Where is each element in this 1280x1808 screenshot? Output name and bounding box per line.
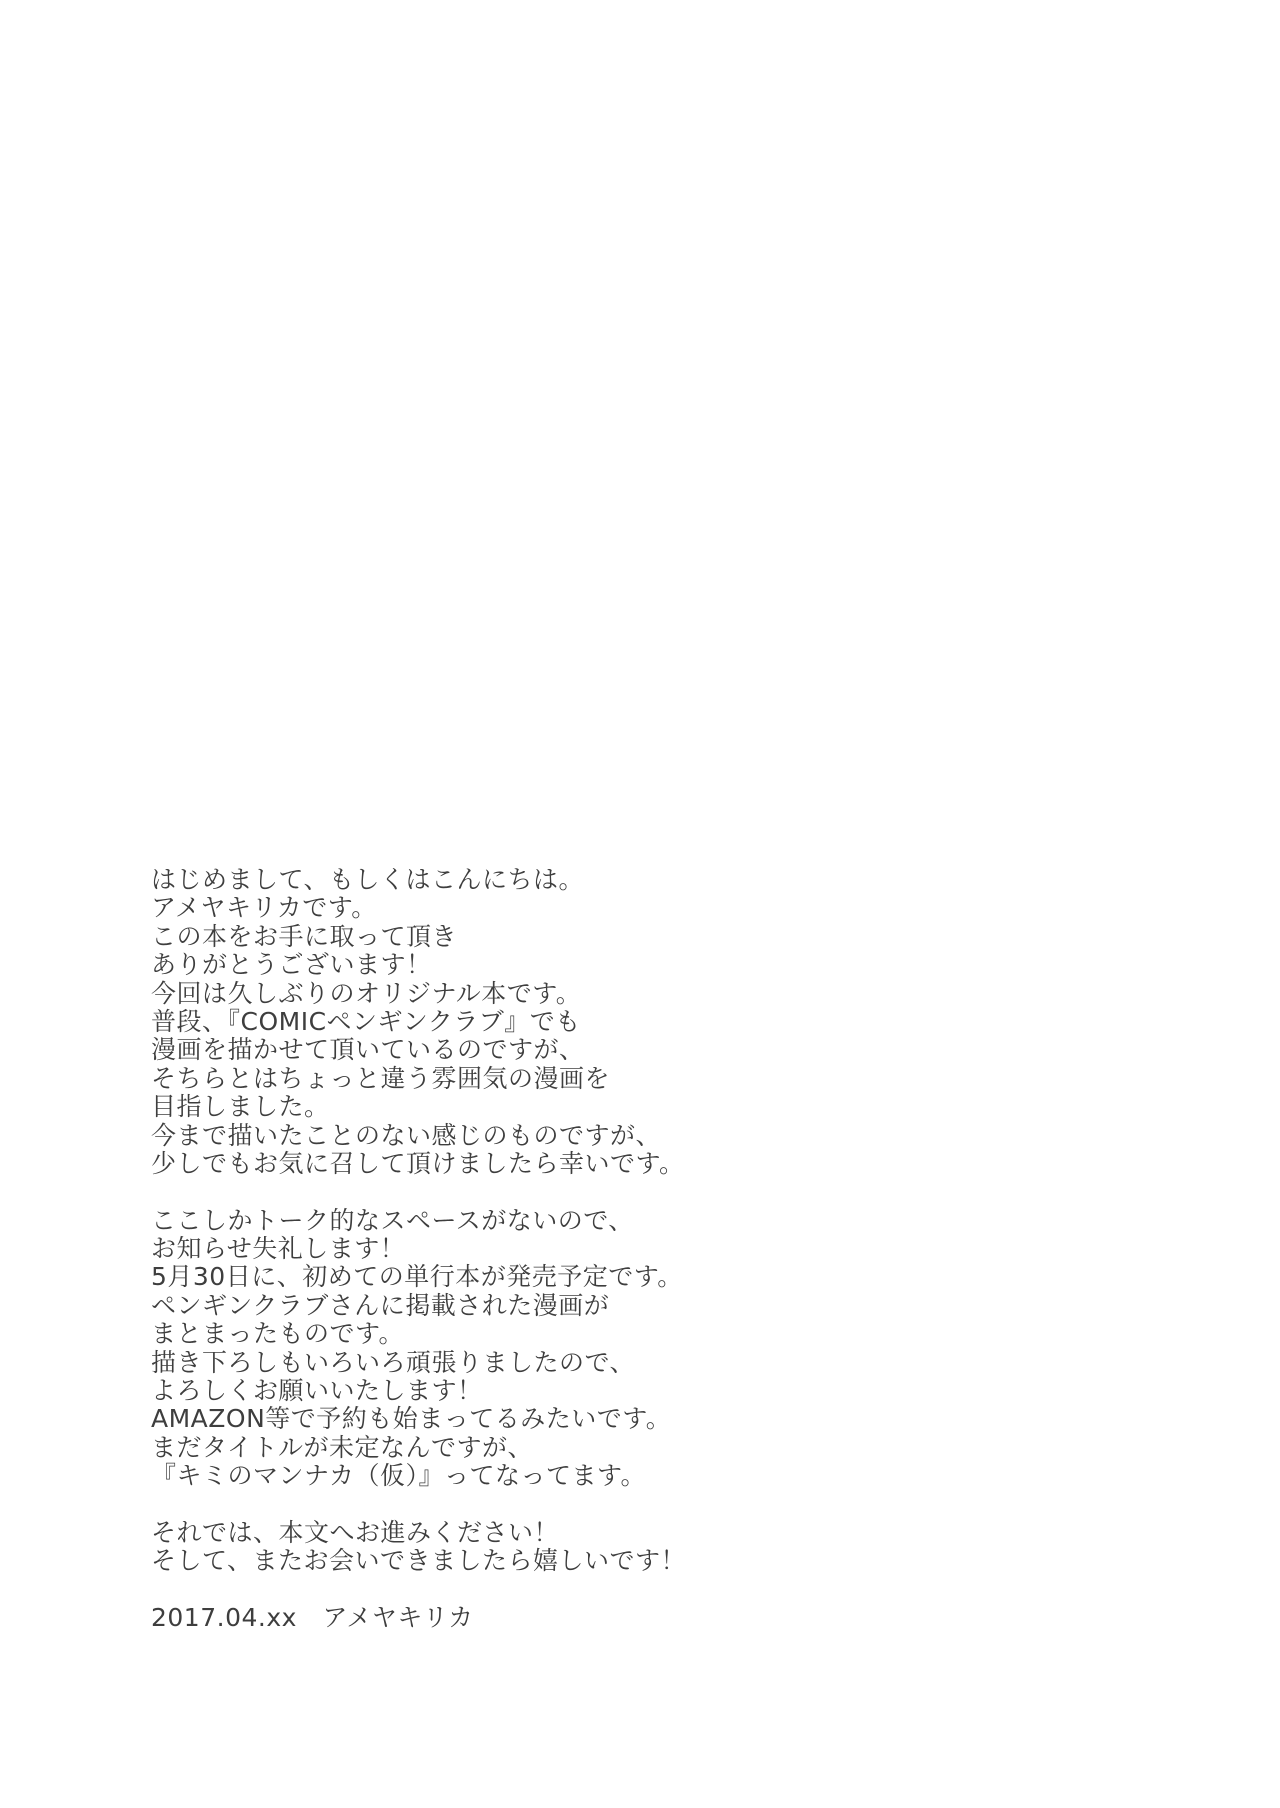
paragraph-announcement	[151, 1207, 1131, 1491]
text-line: この本をお手に取って頂き	[151, 921, 458, 951]
text-line: 普段、『COMICペンギンクラブ』でも	[151, 1006, 581, 1036]
paragraph-closing	[151, 1519, 1131, 1576]
text-line: ありがとうございます！	[151, 950, 432, 980]
signature-line: 2017.04.xx アメヤキリカ	[151, 1603, 474, 1633]
text-line: そして、またお会いできましたら嬉しいです！	[151, 1546, 687, 1576]
text-line: 今回は久しぶりのオリジナル本です。	[151, 978, 582, 1008]
text-line: よろしくお願いいたします！	[151, 1376, 483, 1406]
text-line: 描き下ろしもいろいろ頑張りましたので、	[151, 1347, 636, 1377]
text-line: お知らせ失礼します！	[151, 1234, 406, 1264]
text-line: アメヤキリカです。	[151, 893, 377, 923]
text-line: AMAZON等で予約も始まってるみたいです。	[151, 1404, 672, 1434]
text-line: まだタイトルが未定なんですが、	[151, 1432, 534, 1462]
text-line: そちらとはちょっと違う雰囲気の漫画を	[151, 1063, 611, 1093]
text-line: ペンギンクラブさんに掲載された漫画が	[151, 1290, 610, 1320]
text-line: 漫画を描かせて頂いているのですが、	[151, 1035, 585, 1065]
text-line: ここしかトーク的なスペースがないので、	[151, 1205, 634, 1235]
text-line: 5月30日に、初めての単行本が発売予定です。	[151, 1262, 683, 1292]
text-line: それでは、本文へお進みください！	[151, 1517, 560, 1547]
text-line: 目指しました。	[151, 1092, 330, 1122]
paragraph-signature	[151, 1604, 1131, 1632]
text-line: まとまったものです。	[151, 1319, 405, 1349]
afterword-text-block	[151, 866, 1131, 1633]
text-line: 今まで描いたことのない感じのものですが、	[151, 1120, 662, 1150]
paragraph-greeting	[151, 866, 1131, 1178]
text-line: 『キミのマンナカ（仮）』ってなってます。	[151, 1461, 647, 1491]
text-line: 少しでもお気に召して頂けましたら幸いです。	[151, 1148, 685, 1178]
text-line: はじめまして、もしくはこんにちは。	[151, 865, 585, 894]
